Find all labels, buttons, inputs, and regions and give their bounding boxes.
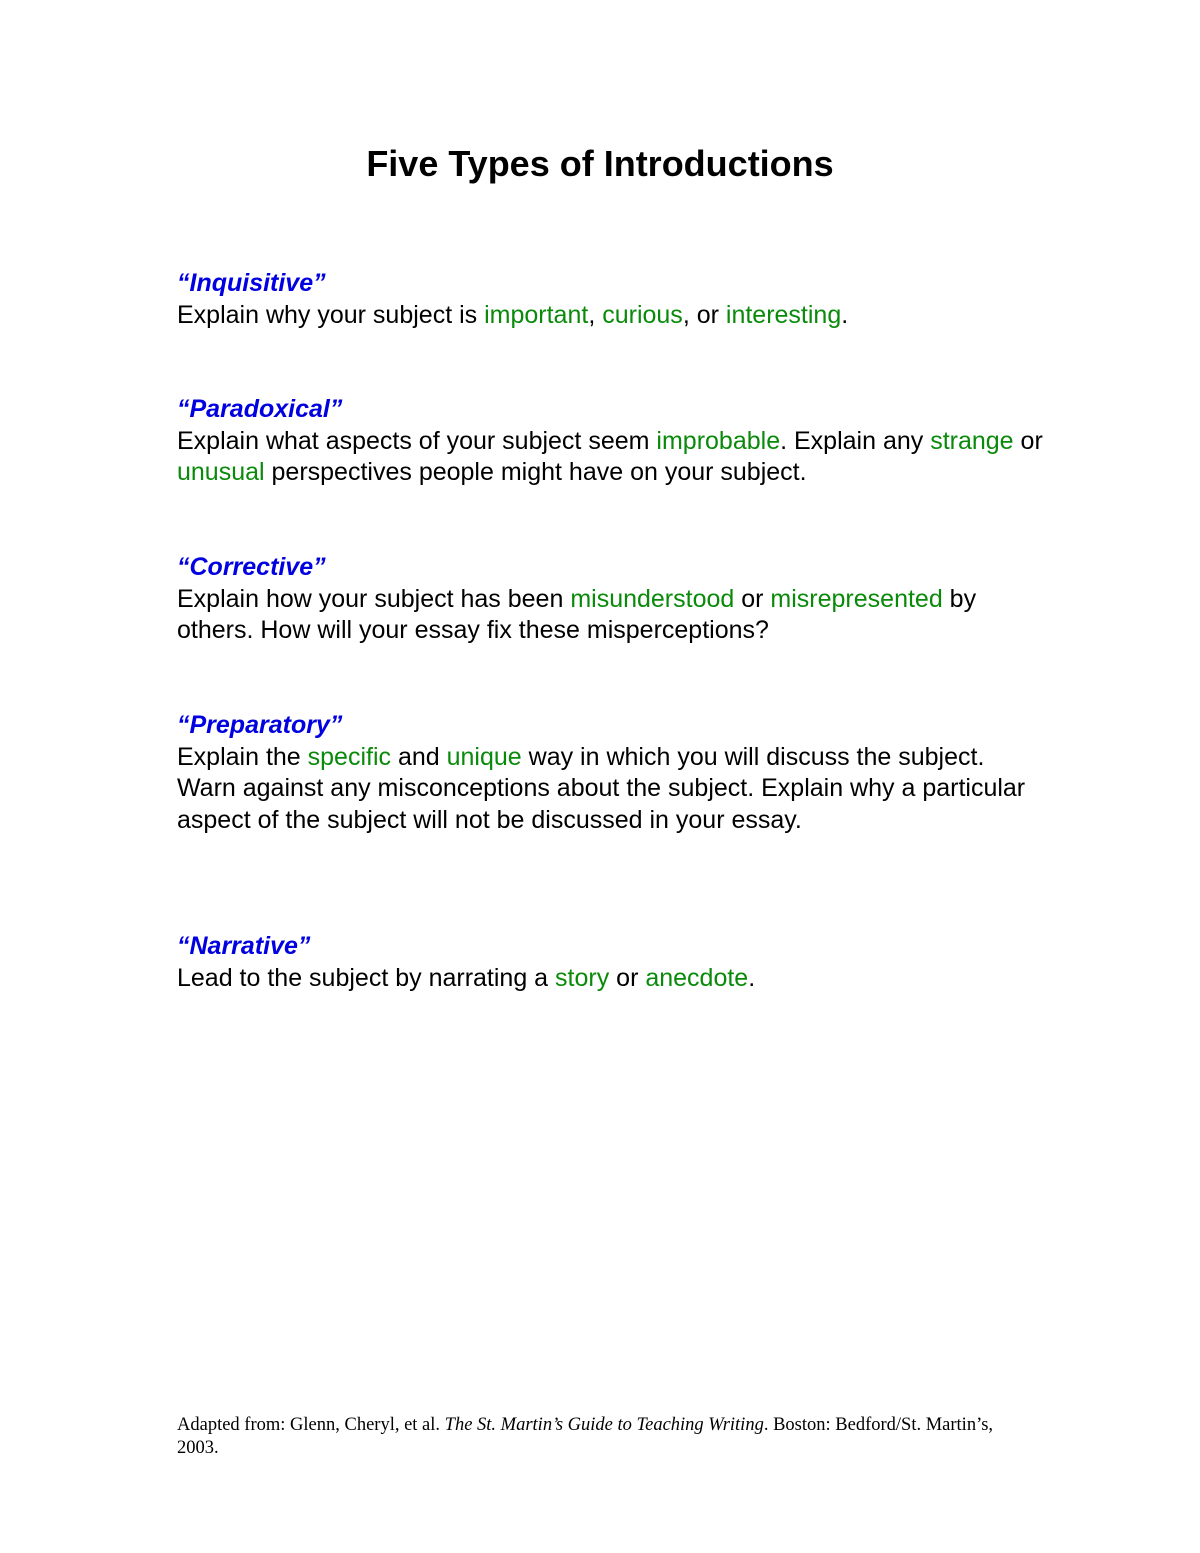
body-text-run: Explain why your subject is [177, 300, 485, 329]
section-body [177, 300, 1047, 332]
body-text-run: Lead to the subject by narrating a [177, 963, 556, 992]
highlighted-term: interesting [725, 300, 842, 329]
section-corrective [177, 552, 1047, 647]
section-heading: “Corrective” [177, 553, 326, 581]
body-text-run: by others. How will your essay fix these misperceptions? [177, 584, 977, 644]
highlighted-term: unique [446, 742, 522, 771]
body-text-run: , [588, 300, 603, 329]
body-text-run: . [748, 963, 756, 992]
body-text-run: Explain the [177, 742, 308, 771]
highlighted-term: improbable [656, 426, 781, 455]
highlighted-term: story [555, 963, 610, 992]
body-text-run: and [391, 742, 447, 771]
highlighted-term: curious [602, 300, 683, 329]
body-text-run: . [841, 300, 849, 329]
highlighted-term: anecdote [645, 963, 749, 992]
citation-book-title: The St. Martin’s Guide to Teaching Writing [444, 1415, 764, 1435]
highlighted-term: misunderstood [570, 584, 735, 613]
highlighted-term: strange [930, 426, 1014, 455]
section-body [177, 584, 1047, 647]
body-text-run: or [734, 584, 771, 613]
section-paradoxical [177, 394, 1047, 489]
citation-prefix: Adapted from: Glenn, Cheryl, et al. [177, 1415, 445, 1435]
section-heading: “Narrative” [177, 932, 311, 960]
section-heading: “Preparatory” [177, 711, 343, 739]
section-heading: “Paradoxical” [177, 395, 343, 423]
section-preparatory [177, 710, 1047, 836]
page-title: Five Types of Introductions [366, 143, 834, 184]
body-text-run: or [609, 963, 646, 992]
body-text-run: or [1013, 426, 1043, 455]
section-heading: “Inquisitive” [177, 269, 326, 297]
citation-footer [177, 1414, 997, 1460]
section-inquisitive [177, 268, 1047, 331]
body-text-run: Explain how your subject has been [177, 584, 571, 613]
body-text-run: Explain what aspects of your subject seem [177, 426, 657, 455]
section-narrative [177, 931, 1047, 994]
highlighted-term: specific [307, 742, 392, 771]
highlighted-term: unusual [177, 458, 265, 486]
body-text-run: , or [682, 300, 726, 329]
body-text-run: . Explain any [780, 426, 931, 455]
citation-suffix: . Boston: Bedford/St. Martin’s, 2003. [177, 1415, 994, 1458]
body-text-run: way in which you will discuss the subject. Warn against any misconceptions about the subject. Explain why a particular aspect of the subject will not be discussed in your essay. [177, 742, 1026, 834]
highlighted-term: important [484, 300, 589, 329]
body-text-run: perspectives people might have on your subject. [264, 458, 807, 486]
section-body [177, 963, 1047, 995]
highlighted-term: misrepresented [770, 584, 943, 613]
section-body [177, 426, 1047, 489]
section-body [177, 742, 1047, 837]
